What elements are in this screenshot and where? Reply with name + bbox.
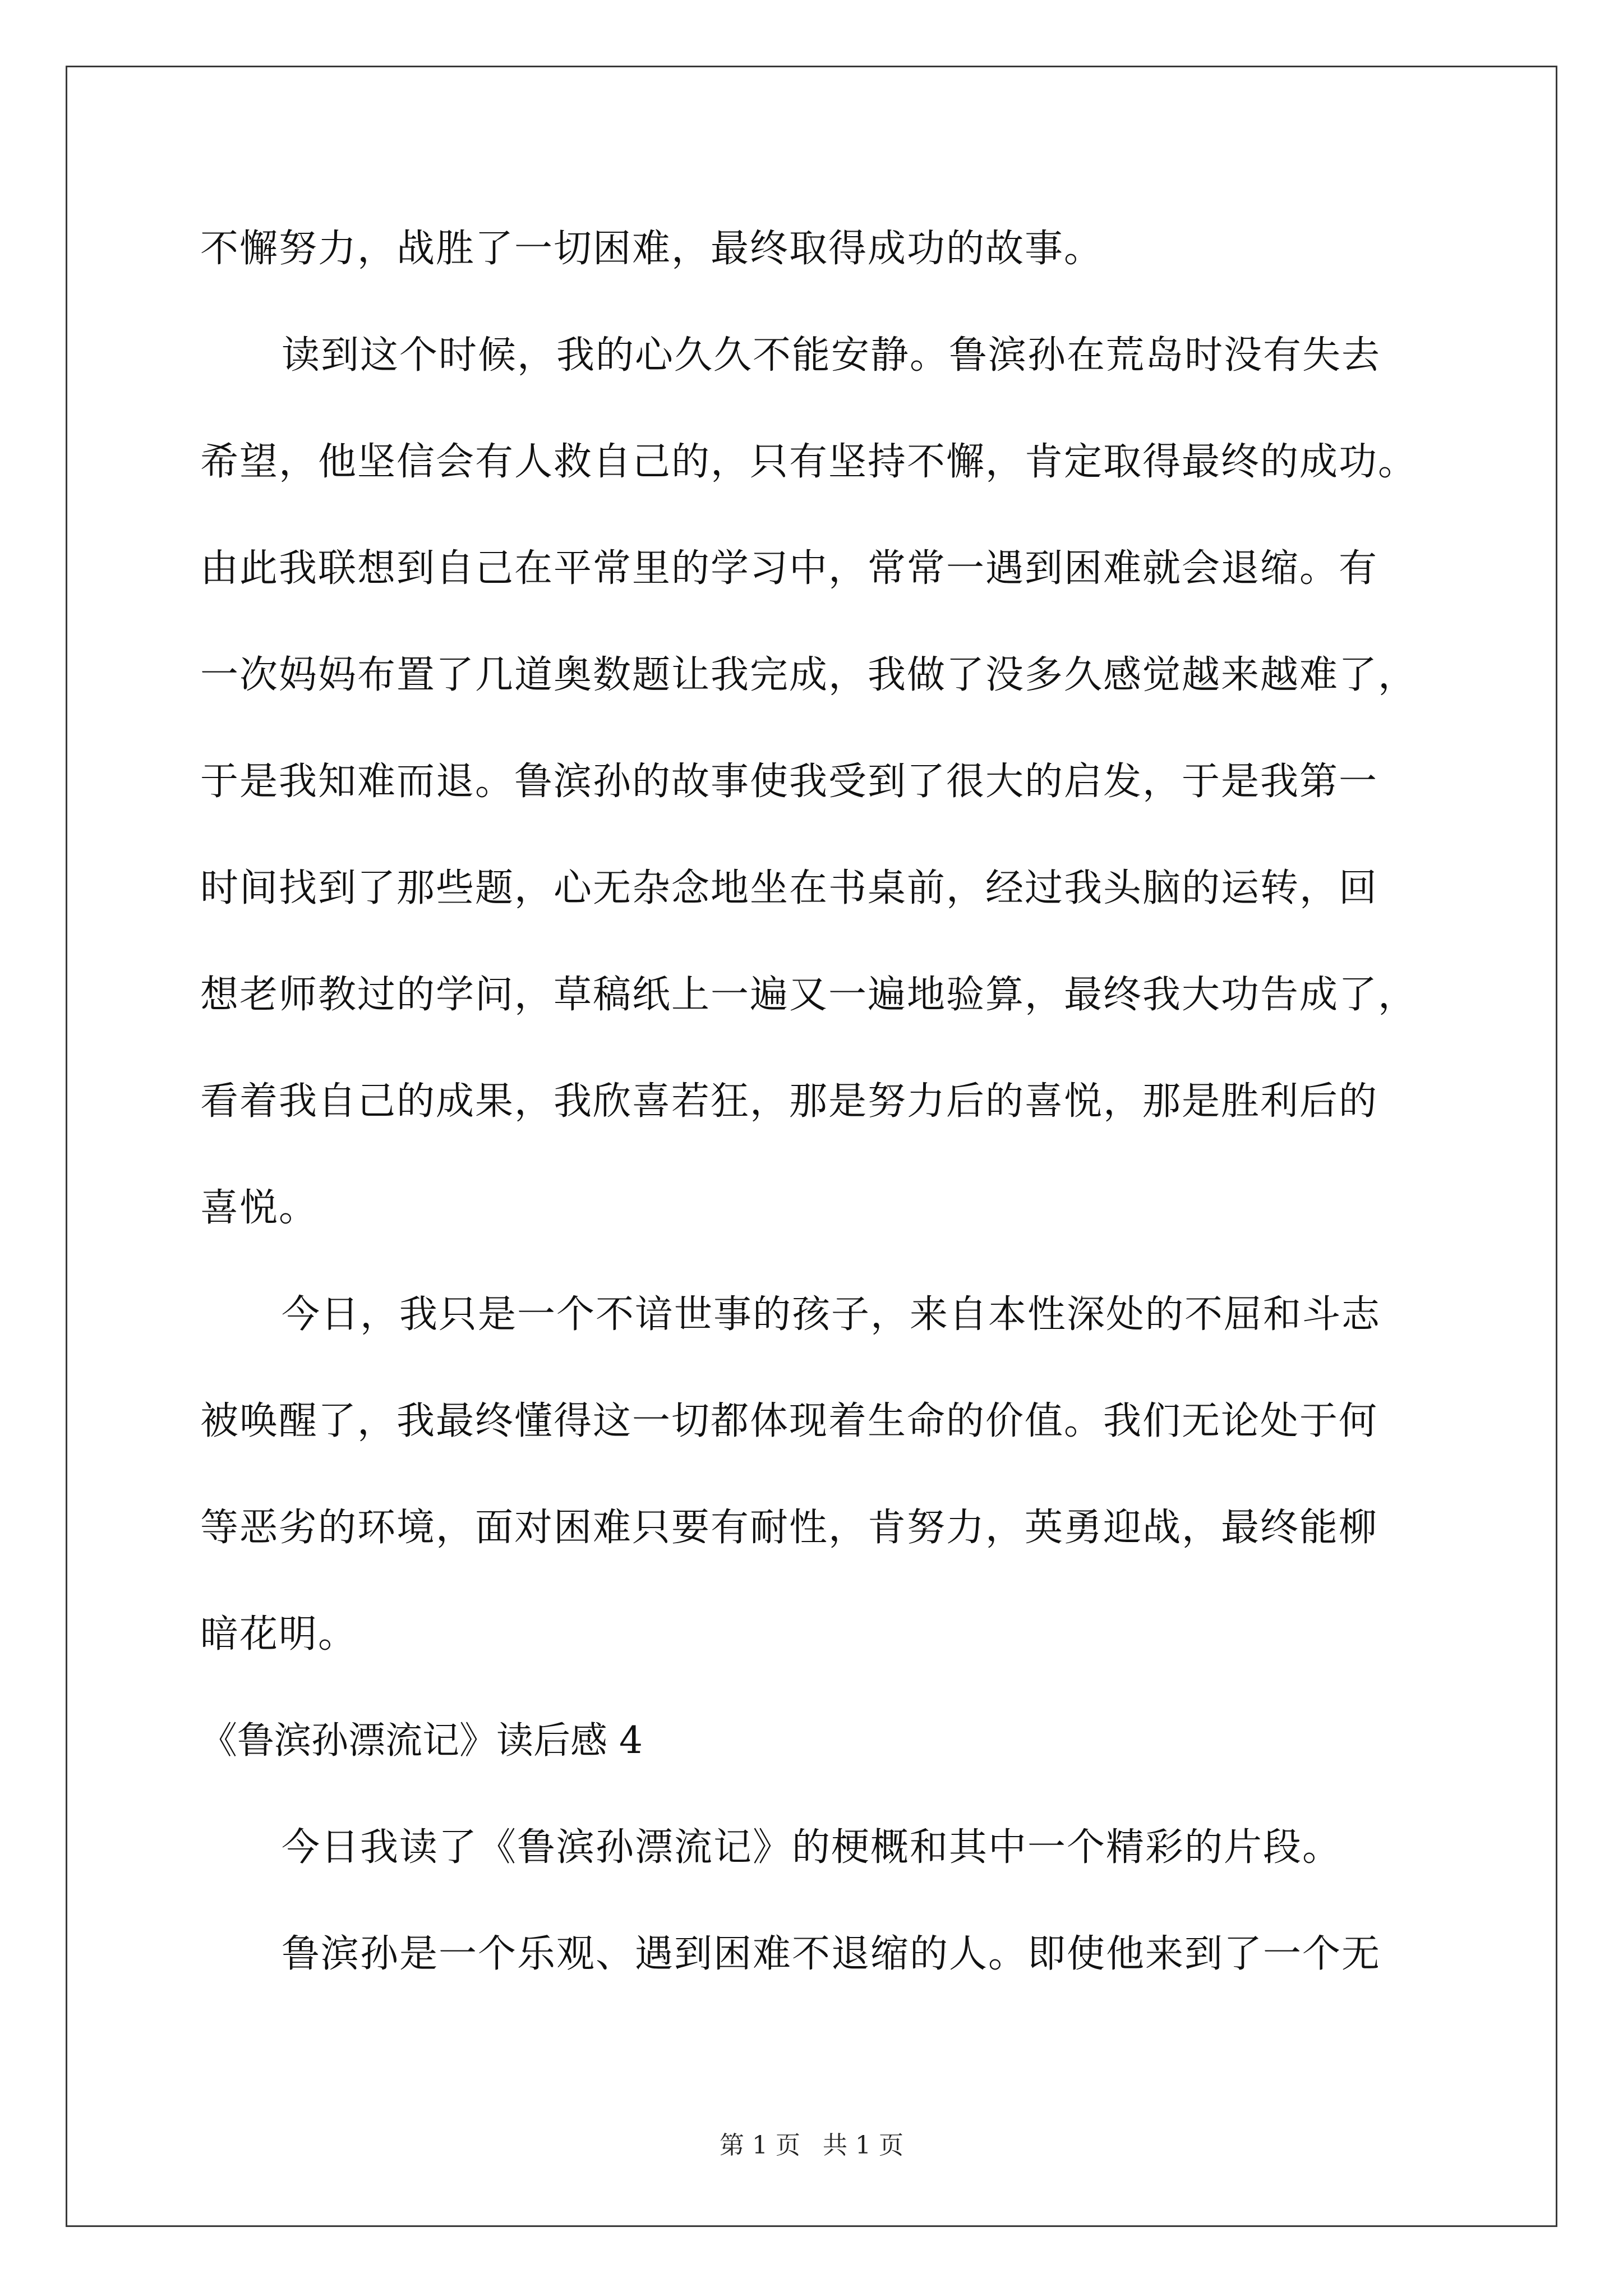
paragraph-line: 由此我联想到自己在平常里的学习中，常常一遇到困难就会退缩。有 <box>200 546 1378 591</box>
paragraph-line: 读到这个时候，我的心久久不能安静。鲁滨孙在荒岛时没有失去 <box>282 333 1381 378</box>
paragraph-line: 喜悦。 <box>200 1186 319 1230</box>
paragraph-line: 想老师教过的学问，草稿纸上一遍又一遍地验算，最终我大功告成了， <box>200 973 1418 1017</box>
paragraph-line: 时间找到了那些题，心无杂念地坐在书桌前，经过我头脑的运转，回 <box>200 866 1378 910</box>
paragraph-line: 希望，他坚信会有人救自己的，只有坚持不懈，肯定取得最终的成功。 <box>200 440 1418 484</box>
paragraph-line: 看着我自己的成果，我欣喜若狂，那是努力后的喜悦，那是胜利后的 <box>200 1079 1378 1124</box>
paragraph-line: 被唤醒了，我最终懂得这一切都体现着生命的价值。我们无论处于何 <box>200 1399 1378 1443</box>
page-footer <box>0 2133 1623 2158</box>
page-total: 共 1 页 <box>823 2131 903 2160</box>
paragraph-line: 一次妈妈布置了几道奥数题让我完成，我做了没多久感觉越来越难了， <box>200 653 1418 697</box>
paragraph-line: 鲁滨孙是一个乐观、遇到困难不退缩的人。即使他来到了一个无 <box>282 1932 1381 1976</box>
paragraph-line: 等恶劣的环境，面对困难只要有耐性，肯努力，英勇迎战，最终能柳 <box>200 1506 1378 1550</box>
paragraph-line: 今日我读了《鲁滨孙漂流记》的梗概和其中一个精彩的片段。 <box>282 1825 1342 1870</box>
paragraph-line: 于是我知难而退。鲁滨孙的故事使我受到了很大的启发，于是我第一 <box>200 760 1378 804</box>
paragraph-line: 今日，我只是一个不谙世事的孩子，来自本性深处的不屈和斗志 <box>282 1292 1381 1337</box>
page-number: 第 1 页 <box>720 2131 800 2160</box>
page-border <box>66 66 1557 2227</box>
section-heading: 《鲁滨孙漂流记》读后感 4 <box>200 1719 643 1762</box>
paragraph-line: 不懈努力，战胜了一切困难，最终取得成功的故事。 <box>200 227 1104 271</box>
paragraph-line: 暗花明。 <box>200 1612 358 1657</box>
